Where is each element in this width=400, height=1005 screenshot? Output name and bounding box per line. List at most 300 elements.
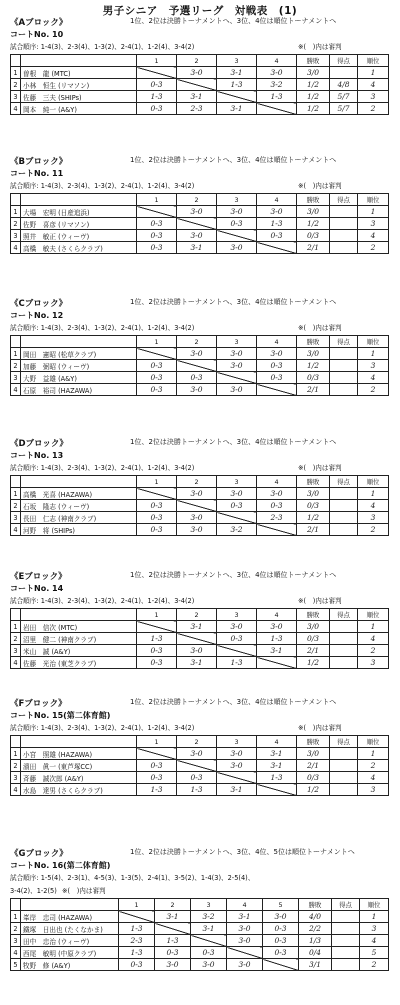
player-number: 1 xyxy=(11,348,21,360)
self-match-cell xyxy=(257,103,297,115)
player-name: 岩田 信次 (MTC) xyxy=(21,621,137,633)
player-number: 3 xyxy=(11,91,21,103)
column-header: 1 xyxy=(137,55,177,67)
match-table xyxy=(10,898,389,971)
rank-cell: 2 xyxy=(358,242,389,254)
rank-cell: 1 xyxy=(360,911,389,923)
points-cell xyxy=(330,348,358,360)
block-section xyxy=(6,697,394,829)
player-number: 3 xyxy=(11,230,21,242)
score-cell: 3-0 xyxy=(217,760,257,772)
player-name: 米山 誠 (A&Y) xyxy=(21,645,137,657)
table-row xyxy=(11,384,389,396)
score-cell: 0-3 xyxy=(263,935,299,947)
player-number: 3 xyxy=(11,935,21,947)
player-name: 長田 仁志 (神南クラブ) xyxy=(21,512,137,524)
table-row xyxy=(11,772,389,784)
points-cell: 4/8 xyxy=(330,79,358,91)
points-cell xyxy=(330,657,358,669)
self-match-cell xyxy=(137,488,177,500)
table-row xyxy=(11,67,389,79)
player-name: 斉藤 誠次郎 (A&Y) xyxy=(21,772,137,784)
column-header: 4 xyxy=(257,476,297,488)
rank-cell: 4 xyxy=(358,79,389,91)
block-name: 《Cブロック》 xyxy=(10,299,68,309)
points-cell xyxy=(330,488,358,500)
points-cell xyxy=(332,947,360,959)
column-header-win-loss: 勝敗 xyxy=(299,899,332,911)
self-match-cell xyxy=(217,512,257,524)
score-cell: 3-1 xyxy=(257,760,297,772)
match-table xyxy=(10,735,389,796)
block-name: 《Bブロック》 xyxy=(10,157,68,167)
table-row xyxy=(11,206,389,218)
referee-note: ※( )内は審判 xyxy=(298,464,342,472)
column-header: 4 xyxy=(227,899,263,911)
column-header: 3 xyxy=(217,194,257,206)
player-number: 1 xyxy=(11,748,21,760)
player-number: 4 xyxy=(11,947,21,959)
advancement-note: 1位、2位は決勝トーナメントへ、3位、4位は順位トーナメントへ xyxy=(130,698,337,706)
block-section xyxy=(6,155,394,287)
player-name: 西尾 敏明 (中原クラブ) xyxy=(21,947,119,959)
player-name: 佐藤 光治 (東芝クラブ) xyxy=(21,657,137,669)
column-header: 2 xyxy=(177,194,217,206)
column-header: 4 xyxy=(257,736,297,748)
self-match-cell xyxy=(227,947,263,959)
column-header-rank: 順位 xyxy=(358,194,389,206)
rank-cell: 2 xyxy=(358,760,389,772)
player-number: 1 xyxy=(11,911,21,923)
self-match-cell xyxy=(217,230,257,242)
court-number: コートNo. 13 xyxy=(10,451,64,460)
win-loss-cell: 1/2 xyxy=(297,103,330,115)
score-cell: 3-0 xyxy=(177,488,217,500)
column-header: 1 xyxy=(137,609,177,621)
score-cell: 0-3 xyxy=(217,500,257,512)
self-match-cell xyxy=(177,79,217,91)
table-row xyxy=(11,923,389,935)
win-loss-cell: 1/2 xyxy=(297,218,330,230)
score-cell: 3-2 xyxy=(257,79,297,91)
player-name: 大野 益雄 (A&Y) xyxy=(21,372,137,384)
points-cell xyxy=(330,500,358,512)
player-number: 2 xyxy=(11,760,21,772)
column-header-points: 得点 xyxy=(330,55,358,67)
player-number: 3 xyxy=(11,512,21,524)
player-name: 石坂 隆志 (ウィーヴ) xyxy=(21,500,137,512)
column-header-win-loss: 勝敗 xyxy=(297,336,330,348)
score-cell: 3-0 xyxy=(177,748,217,760)
rank-cell: 1 xyxy=(358,621,389,633)
advancement-note: 1位、2位は決勝トーナメントへ、3位、4位は順位トーナメントへ xyxy=(130,298,337,306)
block-name: 《Fブロック》 xyxy=(10,699,67,709)
block-section xyxy=(6,16,394,148)
score-cell: 3-1 xyxy=(177,621,217,633)
win-loss-cell: 1/2 xyxy=(297,784,330,796)
rank-cell: 3 xyxy=(358,657,389,669)
player-name: 石原 裕司 (HAZAWA) xyxy=(21,384,137,396)
column-header: 2 xyxy=(177,476,217,488)
player-name: 佐野 喜彦 (リマソン) xyxy=(21,218,137,230)
points-cell xyxy=(332,923,360,935)
score-cell: 1-3 xyxy=(119,923,155,935)
player-name: 鐵塚 日出也 (たくなかま) xyxy=(21,923,119,935)
self-match-cell xyxy=(217,91,257,103)
rank-cell: 1 xyxy=(358,488,389,500)
block-section xyxy=(6,847,394,997)
self-match-cell xyxy=(137,748,177,760)
win-loss-cell: 1/2 xyxy=(297,360,330,372)
rank-cell: 2 xyxy=(360,959,389,971)
player-number: 2 xyxy=(11,218,21,230)
win-loss-cell: 3/0 xyxy=(297,67,330,79)
points-cell xyxy=(330,67,358,79)
player-number: 4 xyxy=(11,784,21,796)
column-header-win-loss: 勝敗 xyxy=(297,194,330,206)
match-order: 試合順序: 1-4(3)、2-3(4)、1-3(2)、2-4(1)、1-2(4)、3-4(2) xyxy=(10,597,195,605)
column-header: 2 xyxy=(177,609,217,621)
player-name: 沼里 健二 (神南クラブ) xyxy=(21,633,137,645)
score-cell: 3-0 xyxy=(257,348,297,360)
header-blank xyxy=(11,899,21,911)
points-cell xyxy=(330,512,358,524)
win-loss-cell: 1/2 xyxy=(297,91,330,103)
self-match-cell xyxy=(177,360,217,372)
score-cell: 3-0 xyxy=(257,67,297,79)
points-cell xyxy=(330,772,358,784)
header-blank xyxy=(21,736,137,748)
score-cell: 3-0 xyxy=(217,242,257,254)
table-row xyxy=(11,242,389,254)
win-loss-cell: 3/0 xyxy=(297,621,330,633)
match-table xyxy=(10,193,389,254)
court-number: コートNo. 12 xyxy=(10,311,64,320)
self-match-cell xyxy=(257,384,297,396)
player-name: 高橋 敏夫 (さくらクラブ) xyxy=(21,242,137,254)
header-blank xyxy=(11,476,21,488)
score-cell: 3-0 xyxy=(177,645,217,657)
score-cell: 1-3 xyxy=(137,633,177,645)
player-name: 牧野 修 (A&Y) xyxy=(21,959,119,971)
table-row xyxy=(11,348,389,360)
points-cell: 5/7 xyxy=(330,103,358,115)
table-row xyxy=(11,103,389,115)
score-cell: 0-3 xyxy=(257,500,297,512)
table-row xyxy=(11,657,389,669)
table-row xyxy=(11,760,389,772)
table-row xyxy=(11,372,389,384)
win-loss-cell: 3/1 xyxy=(299,959,332,971)
column-header: 3 xyxy=(217,476,257,488)
score-cell: 0-3 xyxy=(217,218,257,230)
table-row xyxy=(11,748,389,760)
score-cell: 1-3 xyxy=(257,218,297,230)
table-row xyxy=(11,959,389,971)
block-name: 《Dブロック》 xyxy=(10,439,68,449)
win-loss-cell: 0/3 xyxy=(297,372,330,384)
win-loss-cell: 0/3 xyxy=(297,772,330,784)
self-match-cell xyxy=(177,500,217,512)
self-match-cell xyxy=(257,784,297,796)
self-match-cell xyxy=(119,911,155,923)
rank-cell: 1 xyxy=(358,748,389,760)
table-header-row xyxy=(11,336,389,348)
rank-cell: 5 xyxy=(360,947,389,959)
header-blank xyxy=(11,609,21,621)
block-name: 《Aブロック》 xyxy=(10,18,68,28)
score-cell: 0-3 xyxy=(177,772,217,784)
table-header-row xyxy=(11,194,389,206)
score-cell: 2-3 xyxy=(257,512,297,524)
column-header-points: 得点 xyxy=(330,736,358,748)
column-header-rank: 順位 xyxy=(358,736,389,748)
table-header-row xyxy=(11,476,389,488)
match-order: 試合順序: 1-4(3)、2-3(4)、1-3(2)、2-4(1)、1-2(4)、3-4(2) xyxy=(10,182,195,190)
points-cell xyxy=(330,360,358,372)
player-number: 2 xyxy=(11,360,21,372)
header-blank xyxy=(21,336,137,348)
column-header: 1 xyxy=(137,336,177,348)
block-name: 《Eブロック》 xyxy=(10,572,67,582)
table-row xyxy=(11,91,389,103)
table-row xyxy=(11,645,389,657)
points-cell xyxy=(330,748,358,760)
block-section xyxy=(6,437,394,569)
score-cell: 3-0 xyxy=(227,935,263,947)
score-cell: 0-3 xyxy=(257,372,297,384)
score-cell: 3-0 xyxy=(217,621,257,633)
table-header-row xyxy=(11,609,389,621)
score-cell: 3-0 xyxy=(263,911,299,923)
self-match-cell xyxy=(177,633,217,645)
table-header-row xyxy=(11,55,389,67)
score-cell: 3-1 xyxy=(217,784,257,796)
match-order: 試合順序: 1-4(3)、2-3(4)、1-3(2)、2-4(1)、1-2(4)、3-4(2) xyxy=(10,464,195,472)
player-name: 岡田 憲昭 (松草クラブ) xyxy=(21,348,137,360)
self-match-cell xyxy=(137,621,177,633)
self-match-cell xyxy=(137,206,177,218)
points-cell xyxy=(330,524,358,536)
player-number: 4 xyxy=(11,242,21,254)
column-header-rank: 順位 xyxy=(358,336,389,348)
column-header-win-loss: 勝敗 xyxy=(297,609,330,621)
win-loss-cell: 2/1 xyxy=(297,645,330,657)
score-cell: 0-3 xyxy=(137,372,177,384)
player-number: 1 xyxy=(11,67,21,79)
score-cell: 0-3 xyxy=(119,959,155,971)
win-loss-cell: 0/4 xyxy=(299,947,332,959)
score-cell: 3-0 xyxy=(177,67,217,79)
column-header-win-loss: 勝敗 xyxy=(297,55,330,67)
self-match-cell xyxy=(217,372,257,384)
win-loss-cell: 4/0 xyxy=(299,911,332,923)
player-number: 1 xyxy=(11,621,21,633)
self-match-cell xyxy=(257,242,297,254)
player-name: 高橋 光喜 (HAZAWA) xyxy=(21,488,137,500)
header-blank xyxy=(21,55,137,67)
advancement-note: 1位、2位は決勝トーナメントへ、3位、4位は順位トーナメントへ xyxy=(130,571,337,579)
score-cell: 3-0 xyxy=(217,348,257,360)
referee-note: ※( )内は審判 xyxy=(298,597,342,605)
player-name: 照井 敏正 (ウィーヴ) xyxy=(21,230,137,242)
score-cell: 0-3 xyxy=(137,524,177,536)
match-order-continued: 3-4(2)、1-2(5) xyxy=(10,887,57,895)
score-cell: 0-3 xyxy=(217,633,257,645)
score-cell: 0-3 xyxy=(137,79,177,91)
score-cell: 0-3 xyxy=(137,103,177,115)
score-cell: 1-3 xyxy=(155,935,191,947)
column-header: 3 xyxy=(217,336,257,348)
rank-cell: 3 xyxy=(358,91,389,103)
block-section xyxy=(6,570,394,702)
column-header: 4 xyxy=(257,55,297,67)
referee-note: ※( )内は審判 xyxy=(298,182,342,190)
column-header: 4 xyxy=(257,609,297,621)
win-loss-cell: 2/1 xyxy=(297,760,330,772)
score-cell: 3-0 xyxy=(155,959,191,971)
score-cell: 3-0 xyxy=(177,512,217,524)
advancement-note: 1位、2位は決勝トーナメントへ、3位、4位は順位トーナメントへ xyxy=(130,17,337,25)
score-cell: 0-3 xyxy=(263,947,299,959)
header-blank xyxy=(11,194,21,206)
player-number: 2 xyxy=(11,923,21,935)
score-cell: 3-1 xyxy=(217,67,257,79)
self-match-cell xyxy=(177,218,217,230)
player-number: 5 xyxy=(11,959,21,971)
referee-note: ※( )内は審判 xyxy=(62,887,106,895)
score-cell: 3-2 xyxy=(191,911,227,923)
header-blank xyxy=(21,476,137,488)
column-header-rank: 順位 xyxy=(358,609,389,621)
column-header-points: 得点 xyxy=(330,609,358,621)
win-loss-cell: 2/1 xyxy=(297,384,330,396)
column-header: 2 xyxy=(177,55,217,67)
column-header: 2 xyxy=(177,336,217,348)
score-cell: 0-3 xyxy=(137,500,177,512)
self-match-cell xyxy=(257,657,297,669)
player-number: 3 xyxy=(11,372,21,384)
score-cell: 3-1 xyxy=(177,657,217,669)
score-cell: 1-3 xyxy=(137,91,177,103)
column-header: 5 xyxy=(263,899,299,911)
column-header-points: 得点 xyxy=(330,336,358,348)
column-header-points: 得点 xyxy=(330,476,358,488)
column-header-rank: 順位 xyxy=(360,899,389,911)
player-number: 2 xyxy=(11,79,21,91)
advancement-note: 1位、2位は決勝トーナメントへ、3位、4位は順位トーナメントへ xyxy=(130,438,337,446)
match-order: 試合順序: 1-4(3)、2-3(4)、1-3(2)、2-4(1)、1-2(4)、3-4(2) xyxy=(10,324,195,332)
score-cell: 3-0 xyxy=(217,360,257,372)
player-number: 1 xyxy=(11,206,21,218)
table-row xyxy=(11,911,389,923)
score-cell: 3-0 xyxy=(177,348,217,360)
self-match-cell xyxy=(257,524,297,536)
score-cell: 3-0 xyxy=(217,206,257,218)
score-cell: 3-0 xyxy=(227,959,263,971)
win-loss-cell: 2/1 xyxy=(297,524,330,536)
column-header: 4 xyxy=(257,336,297,348)
header-blank xyxy=(21,899,119,911)
table-row xyxy=(11,947,389,959)
column-header-points: 得点 xyxy=(330,194,358,206)
column-header-rank: 順位 xyxy=(358,55,389,67)
rank-cell: 3 xyxy=(358,512,389,524)
court-number: コートNo. 10 xyxy=(10,30,64,39)
score-cell: 1-3 xyxy=(119,947,155,959)
player-name: 田中 忠治 (ウィーヴ) xyxy=(21,935,119,947)
score-cell: 3-1 xyxy=(155,911,191,923)
header-blank xyxy=(11,336,21,348)
score-cell: 0-3 xyxy=(137,772,177,784)
column-header: 1 xyxy=(137,736,177,748)
points-cell xyxy=(330,372,358,384)
player-number: 4 xyxy=(11,103,21,115)
court-number: コートNo. 11 xyxy=(10,169,64,178)
self-match-cell xyxy=(137,348,177,360)
player-number: 4 xyxy=(11,657,21,669)
table-row xyxy=(11,512,389,524)
win-loss-cell: 3/0 xyxy=(297,348,330,360)
player-number: 2 xyxy=(11,500,21,512)
score-cell: 0-3 xyxy=(137,512,177,524)
column-header: 4 xyxy=(257,194,297,206)
win-loss-cell: 1/2 xyxy=(297,79,330,91)
win-loss-cell: 2/2 xyxy=(299,923,332,935)
rank-cell: 1 xyxy=(358,206,389,218)
win-loss-cell: 1/2 xyxy=(297,657,330,669)
player-name: 大場 宏明 (日産追浜) xyxy=(21,206,137,218)
match-table xyxy=(10,608,389,669)
header-blank xyxy=(11,736,21,748)
score-cell: 2-3 xyxy=(119,935,155,947)
win-loss-cell: 3/0 xyxy=(297,748,330,760)
score-cell: 1-3 xyxy=(257,91,297,103)
score-cell: 3-0 xyxy=(217,384,257,396)
player-name: 小林 恒生 (リマソン) xyxy=(21,79,137,91)
rank-cell: 2 xyxy=(358,384,389,396)
rank-cell: 2 xyxy=(358,645,389,657)
table-row xyxy=(11,633,389,645)
player-number: 3 xyxy=(11,772,21,784)
player-name: 小宮 照雄 (HAZAWA) xyxy=(21,748,137,760)
player-name: 加藤 弼昭 (ウィーヴ) xyxy=(21,360,137,372)
score-cell: 0-3 xyxy=(137,645,177,657)
player-number: 3 xyxy=(11,645,21,657)
score-cell: 3-1 xyxy=(191,923,227,935)
points-cell xyxy=(330,384,358,396)
score-cell: 1-3 xyxy=(217,79,257,91)
table-row xyxy=(11,784,389,796)
rank-cell: 3 xyxy=(358,218,389,230)
rank-cell: 3 xyxy=(360,923,389,935)
self-match-cell xyxy=(217,772,257,784)
score-cell: 3-0 xyxy=(257,621,297,633)
win-loss-cell: 0/3 xyxy=(297,230,330,242)
match-table xyxy=(10,54,389,115)
win-loss-cell: 2/1 xyxy=(297,242,330,254)
score-cell: 0-3 xyxy=(257,360,297,372)
header-blank xyxy=(11,55,21,67)
player-number: 4 xyxy=(11,384,21,396)
table-row xyxy=(11,488,389,500)
referee-note: ※( )内は審判 xyxy=(298,324,342,332)
page-title: 男子シニア 予選リーグ 対戦表 (1) xyxy=(102,5,298,17)
self-match-cell xyxy=(191,935,227,947)
score-cell: 0-3 xyxy=(137,242,177,254)
rank-cell: 4 xyxy=(360,935,389,947)
win-loss-cell: 0/3 xyxy=(297,500,330,512)
